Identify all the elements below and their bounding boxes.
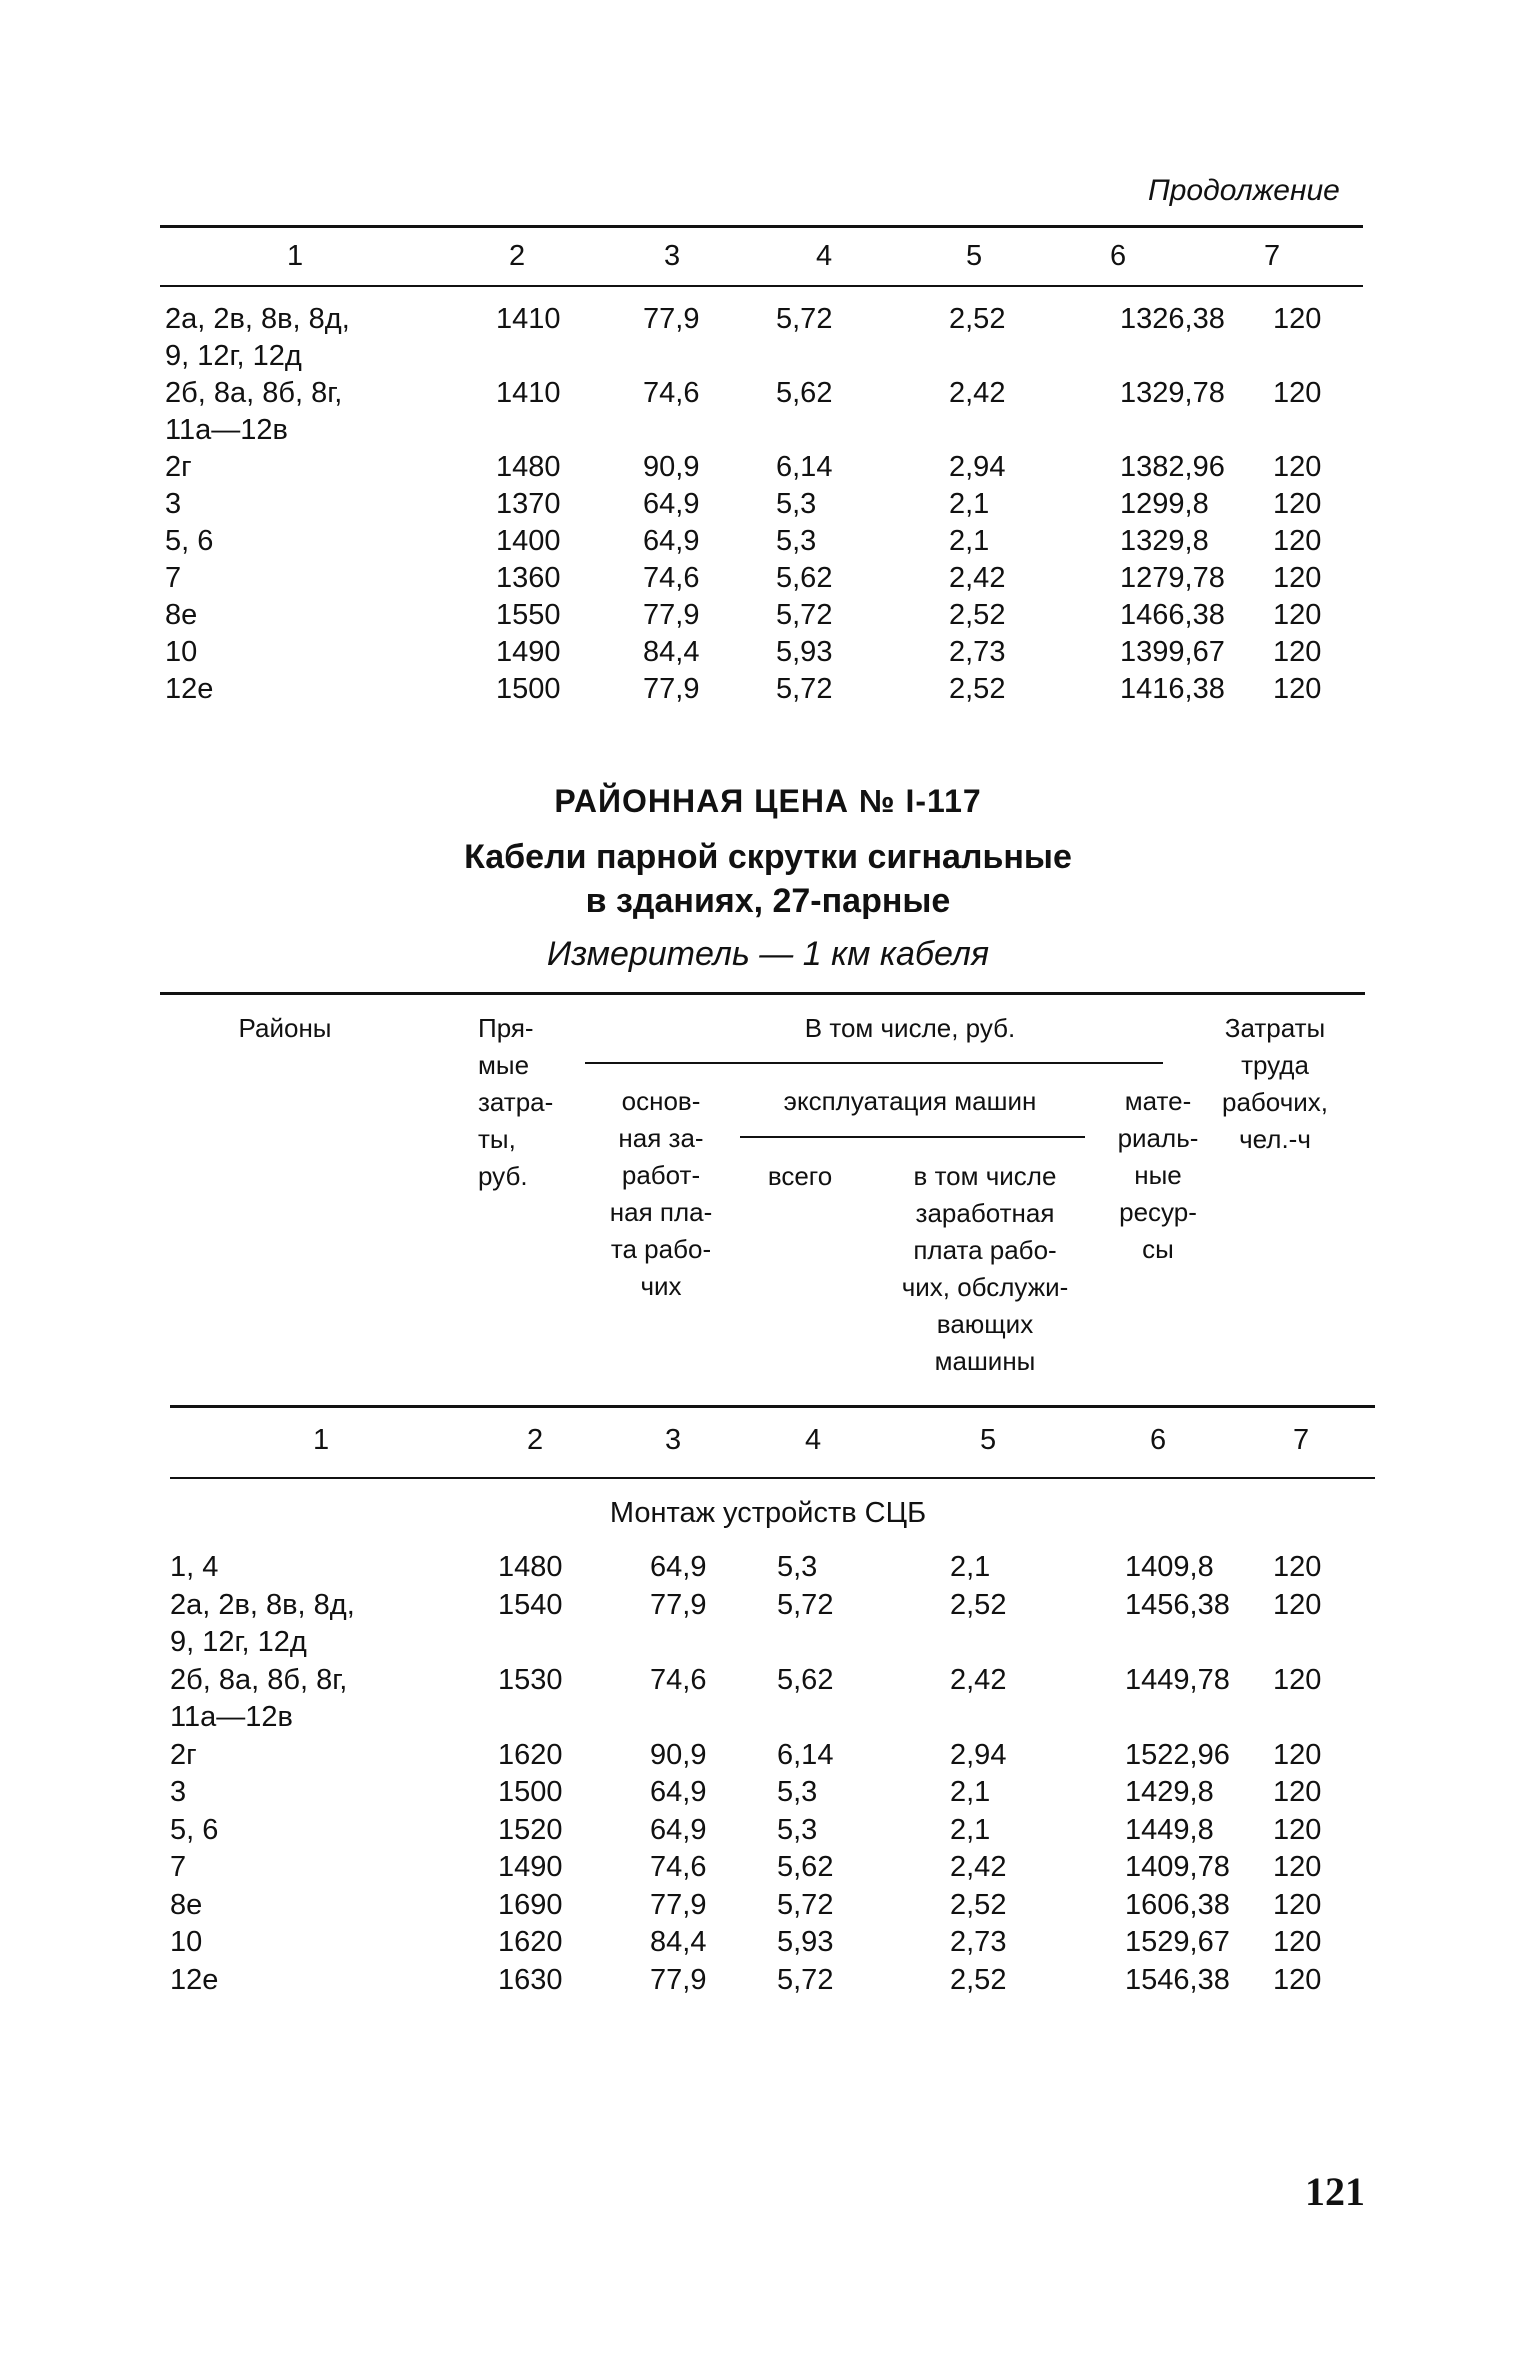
value-cell-c7: 120 — [1273, 1926, 1322, 1958]
value-cell-c7: 120 — [1273, 599, 1322, 631]
district-cell: 5, 6 — [165, 525, 214, 557]
value-cell-c6: 1456,38 — [1125, 1588, 1230, 1621]
value-cell-c2: 1500 — [498, 1776, 563, 1808]
value-cell-c2: 1500 — [496, 673, 561, 705]
value-cell-c7: 120 — [1273, 525, 1322, 557]
value-cell-c4: 5,3 — [776, 525, 817, 557]
value-cell-c4: 5,3 — [777, 1813, 818, 1846]
value-cell-c6: 1329,78 — [1120, 377, 1225, 409]
value-cell-c7: 120 — [1273, 1663, 1322, 1696]
district-cell: 8е — [170, 1888, 203, 1921]
value-cell-c4: 5,72 — [776, 599, 833, 631]
value-cell-c3: 77,9 — [650, 1588, 707, 1621]
value-cell-c4: 6,14 — [776, 451, 833, 483]
col-number: 6 — [1110, 240, 1127, 272]
value-cell-c2: 1360 — [496, 562, 561, 594]
measure-unit: Измеритель — 1 км кабеля — [546, 935, 990, 973]
value-cell-c2: 1530 — [498, 1663, 563, 1696]
value-cell-c3: 77,9 — [643, 599, 700, 631]
value-cell-c4: 5,62 — [776, 377, 833, 409]
value-cell-c5: 2,52 — [950, 1588, 1007, 1621]
header-labor: Затраты труда рабочих, чел.-ч — [1222, 1013, 1328, 1154]
district-cell: 5, 6 — [170, 1813, 219, 1846]
value-cell-c2: 1480 — [498, 1551, 563, 1583]
header-top-rule — [160, 992, 1365, 995]
col-number: 6 — [1150, 1424, 1167, 1456]
value-cell-c2: 1690 — [498, 1888, 563, 1921]
header-machine-rule — [740, 1136, 1085, 1138]
value-cell-c5: 2,42 — [950, 1851, 1007, 1883]
value-cell-c6: 1279,78 — [1120, 562, 1225, 594]
header-machine-operation: эксплуатация машин — [783, 1086, 1037, 1116]
value-cell-c6: 1416,38 — [1120, 673, 1225, 705]
value-cell-c7: 120 — [1273, 1776, 1322, 1808]
district-cell: 9, 12г, 12д — [170, 1626, 307, 1658]
value-cell-c4: 5,3 — [777, 1776, 818, 1808]
value-cell-c4: 5,72 — [777, 1588, 834, 1621]
value-cell-c4: 5,3 — [777, 1551, 818, 1583]
district-cell: 11а—12в — [170, 1701, 293, 1733]
header-including-rule — [585, 1062, 1163, 1064]
continuation-label: Продолжение — [1148, 174, 1340, 207]
value-cell-c3: 77,9 — [650, 1963, 707, 1996]
value-cell-c5: 2,52 — [950, 1888, 1007, 1921]
district-cell: 12е — [165, 673, 214, 705]
value-cell-c5: 2,73 — [950, 1926, 1007, 1958]
value-cell-c6: 1299,8 — [1120, 488, 1209, 520]
top-rule — [160, 225, 1363, 228]
value-cell-c3: 64,9 — [650, 1551, 707, 1583]
district-cell: 2а, 2в, 8в, 8д, — [170, 1588, 355, 1621]
value-cell-c2: 1370 — [496, 488, 561, 520]
value-cell-c3: 74,6 — [650, 1663, 707, 1696]
district-cell: 7 — [165, 562, 182, 594]
value-cell-c4: 5,62 — [777, 1663, 834, 1696]
value-cell-c3: 74,6 — [643, 377, 700, 409]
value-cell-c3: 84,4 — [650, 1926, 707, 1958]
value-cell-c2: 1540 — [498, 1588, 563, 1621]
value-cell-c7: 120 — [1273, 1963, 1322, 1996]
value-cell-c3: 64,9 — [650, 1813, 707, 1846]
value-cell-c3: 90,9 — [643, 451, 700, 483]
value-cell-c3: 64,9 — [643, 488, 700, 520]
value-cell-c6: 1382,96 — [1120, 451, 1225, 483]
district-cell: 7 — [170, 1851, 187, 1883]
bottom-header-rule — [170, 1477, 1375, 1479]
header-bottom-rule — [170, 1405, 1375, 1408]
value-cell-c5: 2,52 — [949, 599, 1006, 631]
value-cell-c3: 74,6 — [643, 562, 700, 594]
value-cell-c7: 120 — [1273, 1551, 1322, 1583]
value-cell-c5: 2,1 — [949, 488, 990, 520]
value-cell-c7: 120 — [1273, 1813, 1322, 1846]
value-cell-c2: 1520 — [498, 1813, 563, 1846]
header-materials: мате- риаль- ные ресур- сы — [1117, 1086, 1199, 1264]
value-cell-c6: 1529,67 — [1125, 1926, 1230, 1958]
value-cell-c4: 6,14 — [777, 1738, 834, 1771]
value-cell-c4: 5,72 — [777, 1963, 834, 1996]
header-including: В том числе, руб. — [804, 1013, 1016, 1043]
price-title: РАЙОННАЯ ЦЕНА № I-117 — [554, 783, 982, 819]
value-cell-c4: 5,62 — [777, 1851, 834, 1883]
value-cell-c2: 1400 — [496, 525, 561, 557]
value-cell-c6: 1522,96 — [1125, 1738, 1230, 1771]
value-cell-c5: 2,42 — [949, 562, 1006, 594]
value-cell-c6: 1429,8 — [1125, 1776, 1214, 1808]
col-number: 4 — [805, 1424, 822, 1456]
value-cell-c5: 2,42 — [950, 1663, 1007, 1696]
col-number: 1 — [287, 240, 304, 272]
value-cell-c3: 77,9 — [643, 673, 700, 705]
value-cell-c6: 1326,38 — [1120, 303, 1225, 335]
value-cell-c7: 120 — [1273, 451, 1322, 483]
value-cell-c7: 120 — [1273, 303, 1322, 335]
value-cell-c3: 74,6 — [650, 1851, 707, 1883]
col-number: 1 — [313, 1424, 330, 1456]
district-cell: 10 — [170, 1926, 203, 1958]
value-cell-c6: 1606,38 — [1125, 1888, 1230, 1921]
value-cell-c6: 1399,67 — [1120, 636, 1225, 668]
value-cell-c2: 1620 — [498, 1926, 563, 1958]
value-cell-c3: 84,4 — [643, 636, 700, 668]
value-cell-c6: 1546,38 — [1125, 1963, 1230, 1996]
col-number: 5 — [980, 1424, 997, 1456]
district-cell: 12е — [170, 1963, 219, 1996]
header-districts: Районы — [238, 1013, 332, 1043]
value-cell-c7: 120 — [1273, 488, 1322, 520]
value-cell-c2: 1620 — [498, 1738, 563, 1771]
district-cell: 8е — [165, 599, 198, 631]
value-cell-c2: 1630 — [498, 1963, 563, 1996]
value-cell-c4: 5,3 — [776, 488, 817, 520]
value-cell-c6: 1449,8 — [1125, 1813, 1214, 1846]
value-cell-c6: 1329,8 — [1120, 525, 1209, 557]
value-cell-c7: 120 — [1273, 562, 1322, 594]
subtitle — [0, 835, 1536, 923]
col-number: 7 — [1264, 240, 1281, 272]
value-cell-c3: 77,9 — [643, 303, 700, 335]
district-cell: 10 — [165, 636, 198, 668]
subtitle-line-2: в зданиях, 27-парные — [585, 882, 951, 920]
value-cell-c3: 90,9 — [650, 1738, 707, 1771]
value-cell-c5: 2,1 — [949, 525, 990, 557]
district-cell: 2б, 8а, 8б, 8г, — [170, 1663, 348, 1696]
value-cell-c7: 120 — [1273, 636, 1322, 668]
col-number: 3 — [664, 240, 681, 272]
district-cell: 3 — [165, 488, 182, 520]
value-cell-c6: 1409,8 — [1125, 1551, 1214, 1583]
value-cell-c4: 5,72 — [776, 303, 833, 335]
value-cell-c2: 1550 — [496, 599, 561, 631]
value-cell-c4: 5,62 — [776, 562, 833, 594]
value-cell-c7: 120 — [1273, 1888, 1322, 1921]
value-cell-c6: 1409,78 — [1125, 1851, 1230, 1883]
district-cell: 1, 4 — [170, 1551, 219, 1583]
value-cell-c2: 1490 — [498, 1851, 563, 1883]
header-machine-wage: в том числе заработная плата рабо- чих, обслужи- вающих машины — [901, 1161, 1069, 1376]
value-cell-c3: 64,9 — [643, 525, 700, 557]
district-cell: 11а—12в — [165, 414, 288, 446]
value-cell-c7: 120 — [1273, 1588, 1322, 1621]
value-cell-c2: 1410 — [496, 303, 561, 335]
top-header-rule — [160, 285, 1363, 287]
value-cell-c7: 120 — [1273, 377, 1322, 409]
value-cell-c2: 1480 — [496, 451, 561, 483]
district-cell: 2г — [170, 1738, 197, 1771]
value-cell-c6: 1466,38 — [1120, 599, 1225, 631]
value-cell-c3: 64,9 — [650, 1776, 707, 1808]
district-cell: 2а, 2в, 8в, 8д, — [165, 303, 350, 335]
col-number: 2 — [527, 1424, 544, 1456]
header-direct-costs: Пря- мые затра- ты, руб. — [478, 1013, 554, 1191]
value-cell-c4: 5,93 — [777, 1926, 834, 1958]
section-title: Монтаж устройств СЦБ — [609, 1497, 927, 1529]
subtitle-line-1: Кабели парной скрутки сигнальные — [464, 838, 1072, 876]
value-cell-c5: 2,94 — [950, 1738, 1007, 1771]
col-number: 2 — [509, 240, 526, 272]
value-cell-c7: 120 — [1273, 673, 1322, 705]
value-cell-c5: 2,52 — [949, 673, 1006, 705]
value-cell-c7: 120 — [1273, 1851, 1322, 1883]
district-cell: 9, 12г, 12д — [165, 340, 302, 372]
value-cell-c5: 2,52 — [950, 1963, 1007, 1996]
value-cell-c5: 2,42 — [949, 377, 1006, 409]
value-cell-c4: 5,72 — [777, 1888, 834, 1921]
value-cell-c5: 2,52 — [949, 303, 1006, 335]
header-total: всего — [767, 1161, 833, 1191]
district-cell: 2б, 8а, 8б, 8г, — [165, 377, 343, 409]
col-number: 4 — [816, 240, 833, 272]
value-cell-c3: 77,9 — [650, 1888, 707, 1921]
district-cell: 3 — [170, 1776, 187, 1808]
col-number: 5 — [966, 240, 983, 272]
value-cell-c5: 2,1 — [950, 1813, 991, 1846]
header-basic-wage: основ- ная за- работ- ная пла- та рабо- чих — [609, 1086, 713, 1301]
value-cell-c6: 1449,78 — [1125, 1663, 1230, 1696]
value-cell-c5: 2,94 — [949, 451, 1006, 483]
page-number: 121 — [1305, 2169, 1365, 2214]
col-number: 3 — [665, 1424, 682, 1456]
value-cell-c4: 5,72 — [776, 673, 833, 705]
value-cell-c2: 1490 — [496, 636, 561, 668]
district-cell: 2г — [165, 451, 192, 483]
value-cell-c4: 5,93 — [776, 636, 833, 668]
value-cell-c5: 2,1 — [950, 1551, 991, 1583]
value-cell-c5: 2,1 — [950, 1776, 991, 1808]
value-cell-c5: 2,73 — [949, 636, 1006, 668]
col-number: 7 — [1293, 1424, 1310, 1456]
value-cell-c7: 120 — [1273, 1738, 1322, 1771]
value-cell-c2: 1410 — [496, 377, 561, 409]
